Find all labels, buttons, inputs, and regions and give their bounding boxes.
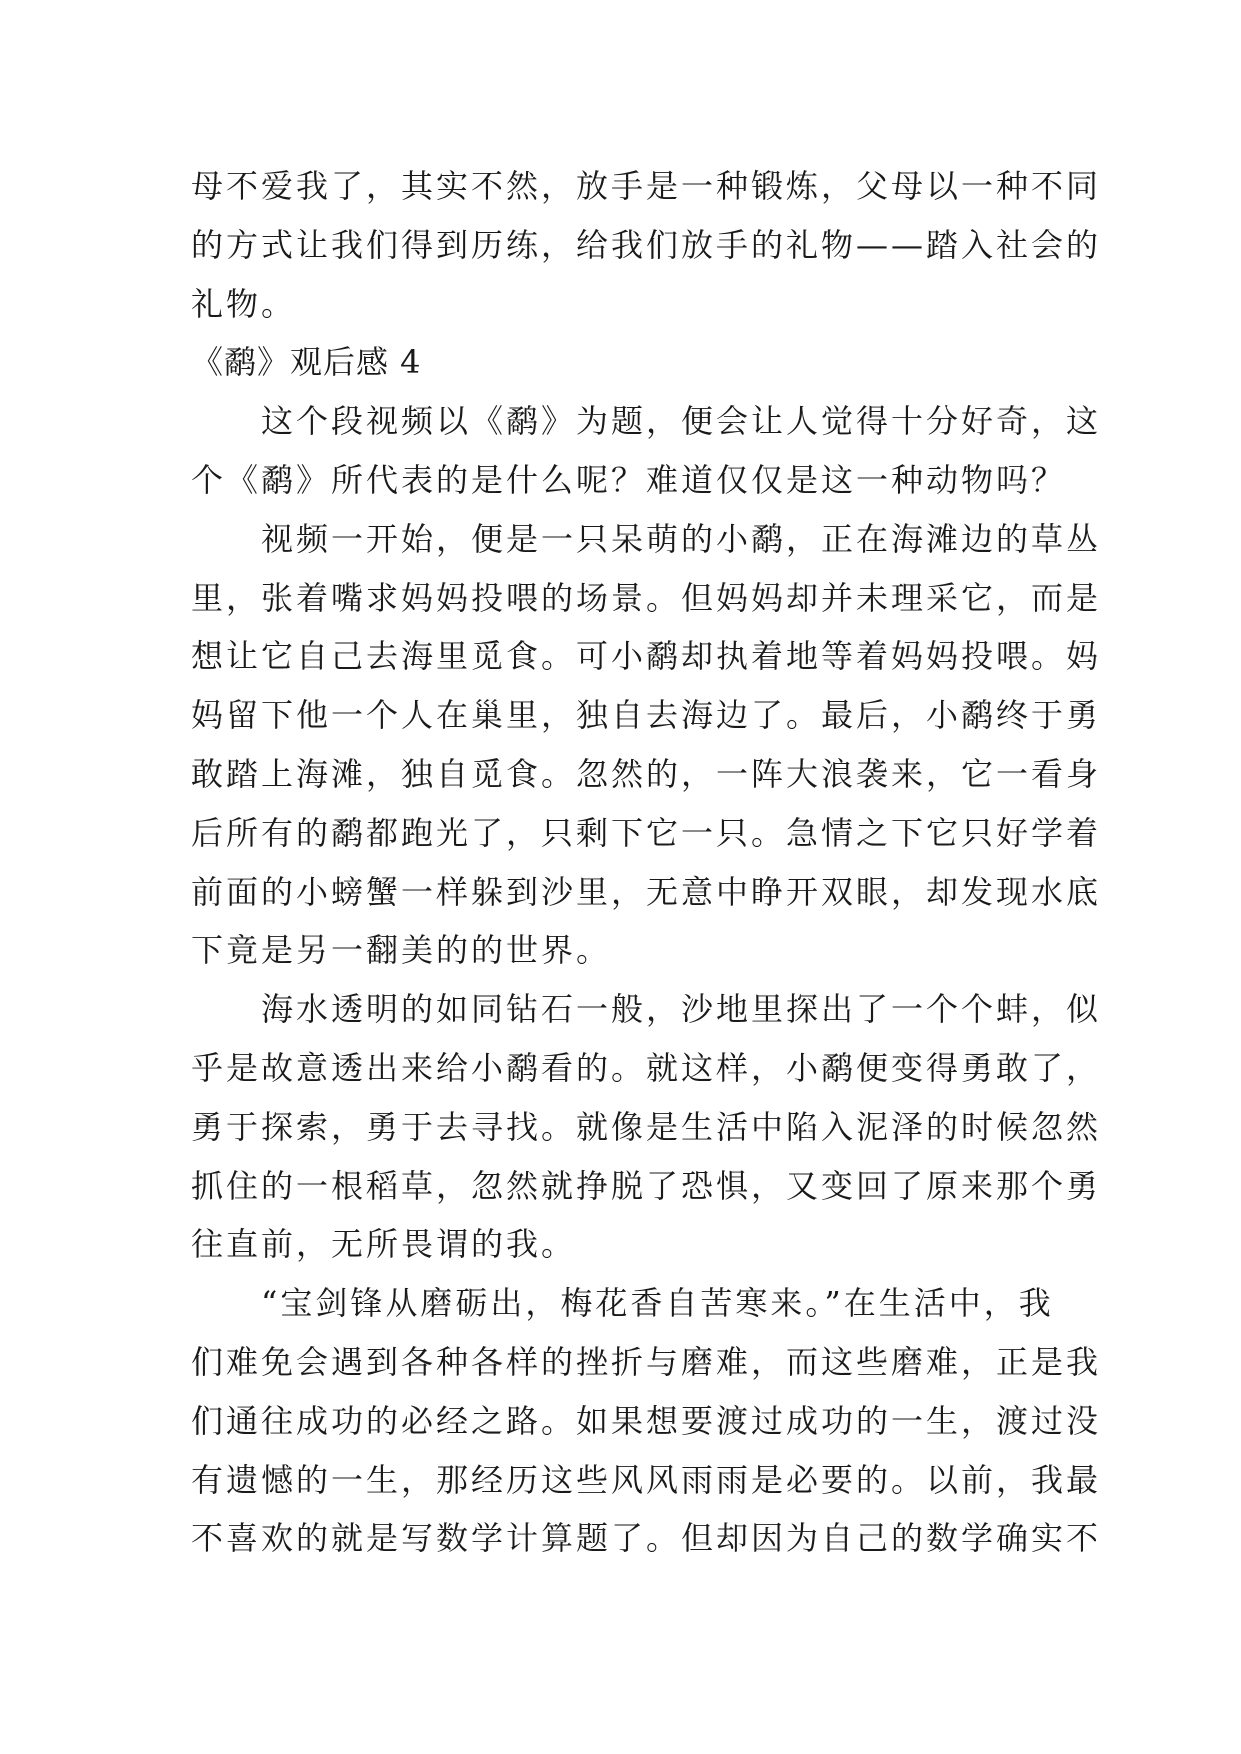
text-line: 这个段视频以《鹬》为题，便会让人觉得十分好奇，这 xyxy=(191,402,1102,441)
text-line: “宝剑锋从磨砺出，梅花香自苦寒来。”在生活中，我 xyxy=(191,1284,1054,1323)
text-line: 里，张着嘴求妈妈投喂的场景。但妈妈却并未理采它，而是 xyxy=(191,578,1102,617)
text-line: 们难免会遇到各种各样的挫折与磨难，而这些磨难，正是我 xyxy=(191,1342,1102,1381)
text-line: 们通往成功的必经之路。如果想要渡过成功的一生，渡过没 xyxy=(191,1401,1102,1440)
text-line: 抓住的一根稻草，忽然就挣脱了恐惧，又变回了原来那个勇 xyxy=(191,1166,1102,1205)
text-line: 勇于探索，勇于去寻找。就像是生活中陷入泥泽的时候忽然 xyxy=(191,1107,1102,1146)
text-line: 下竟是另一翻美的的世界。 xyxy=(191,931,612,970)
text-line: 个《鹬》所代表的是什么呢？难道仅仅是这一种动物吗？ xyxy=(191,460,1067,499)
text-line: 妈留下他一个人在巢里，独自去海边了。最后，小鹬终于勇 xyxy=(191,696,1102,735)
text-line: 的方式让我们得到历练，给我们放手的礼物——踏入社会的 xyxy=(191,225,1102,264)
text-line: 乎是故意透出来给小鹬看的。就这样，小鹬便变得勇敢了， xyxy=(191,1048,1102,1087)
text-line: 视频一开始，便是一只呆萌的小鹬，正在海滩边的草丛 xyxy=(191,519,1102,558)
text-line: 前面的小螃蟹一样躲到沙里，无意中睁开双眼，却发现水底 xyxy=(191,872,1102,911)
text-line: 礼物。 xyxy=(191,284,297,323)
text-line: 不喜欢的就是写数学计算题了。但却因为自己的数学确实不 xyxy=(191,1519,1102,1558)
text-line: 有遗憾的一生，那经历这些风风雨雨是必要的。以前，我最 xyxy=(191,1460,1102,1499)
text-line: 敢踏上海滩，独自觅食。忽然的，一阵大浪袭来，它一看身 xyxy=(191,754,1102,793)
text-line: 想让它自己去海里觅食。可小鹬却执着地等着妈妈投喂。妈 xyxy=(191,637,1102,676)
text-line: 往直前，无所畏谓的我。 xyxy=(191,1225,577,1264)
text-line: 母不爱我了，其实不然，放手是一种锻炼，父母以一种不同 xyxy=(191,167,1102,205)
text-line: 海水透明的如同钻石一般，沙地里探出了一个个蚌，似 xyxy=(191,990,1102,1029)
text-line: 后所有的鹬都跑光了，只剩下它一只。急情之下它只好学着 xyxy=(191,813,1102,852)
section-heading: 《鹬》观后感 4 xyxy=(191,343,422,382)
document-body xyxy=(191,157,1102,1568)
